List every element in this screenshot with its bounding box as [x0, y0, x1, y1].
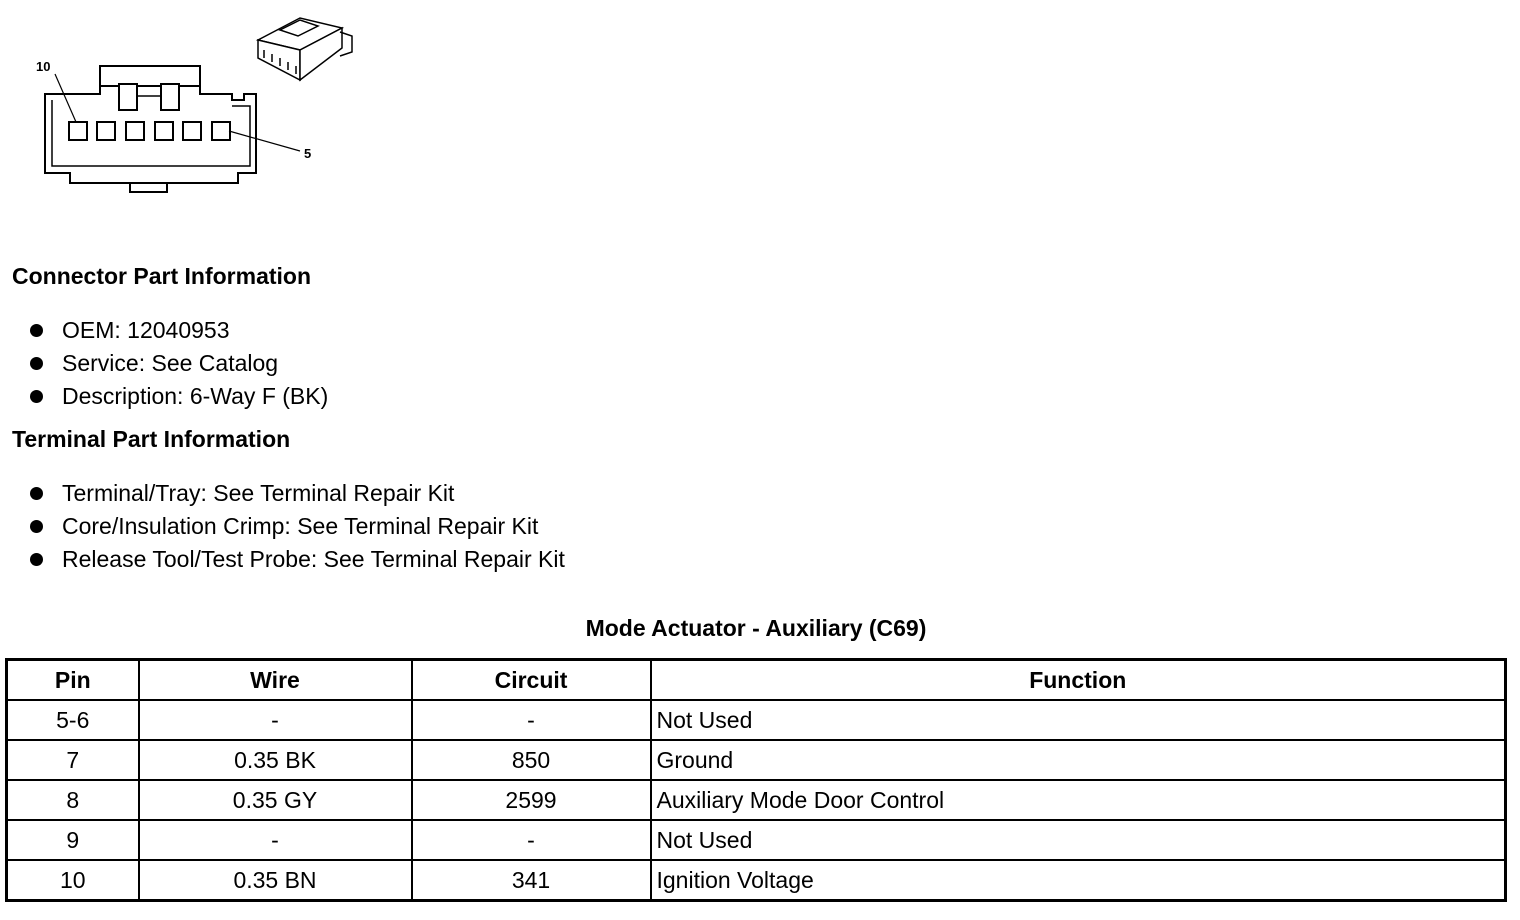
cell-circuit: 850	[412, 740, 651, 780]
table-title: Mode Actuator - Auxiliary (C69)	[585, 615, 927, 641]
cell-circuit: -	[412, 820, 651, 860]
list-item: Release Tool/Test Probe: See Terminal Repair Kit	[28, 544, 565, 577]
cell-function: Not Used	[651, 820, 1506, 860]
column-header-circuit: Circuit	[412, 660, 651, 701]
connector-key	[130, 183, 167, 192]
list-item: OEM: 12040953	[28, 315, 328, 348]
cell-function: Ground	[651, 740, 1506, 780]
cell-pin: 7	[7, 740, 139, 780]
connector-latch	[100, 66, 200, 86]
cell-wire: 0.35 BN	[139, 860, 412, 901]
cell-wire: -	[139, 820, 412, 860]
bullet-icon	[30, 390, 43, 403]
bullet-icon	[30, 357, 43, 370]
table-row	[7, 780, 1506, 820]
list-item: Core/Insulation Crimp: See Terminal Repair Kit	[28, 511, 565, 544]
cavity	[126, 122, 144, 140]
bullet-icon	[30, 324, 43, 337]
table-row	[7, 700, 1506, 740]
list-item: Description: 6-Way F (BK)	[28, 381, 328, 414]
cell-circuit: 341	[412, 860, 651, 901]
cell-pin: 9	[7, 820, 139, 860]
pin-label-right: 5	[304, 146, 312, 161]
cavity	[69, 122, 87, 140]
cell-wire: -	[139, 700, 412, 740]
connector-part-list	[28, 315, 328, 414]
bullet-icon	[30, 520, 43, 533]
connector-part-heading: Connector Part Information	[12, 263, 312, 289]
terminal-cavities	[69, 122, 230, 140]
cavity	[183, 122, 201, 140]
connector-isometric-icon	[258, 18, 352, 80]
bullet-icon	[30, 487, 43, 500]
cell-wire: 0.35 GY	[139, 780, 412, 820]
cavity	[212, 122, 230, 140]
column-header-wire: Wire	[139, 660, 412, 701]
cell-function: Auxiliary Mode Door Control	[651, 780, 1506, 820]
cell-pin: 5-6	[7, 700, 139, 740]
table-row	[7, 860, 1506, 901]
cell-function: Ignition Voltage	[651, 860, 1506, 901]
column-header-function: Function	[651, 660, 1506, 701]
cell-circuit: -	[412, 700, 651, 740]
cell-wire: 0.35 BK	[139, 740, 412, 780]
cell-pin: 8	[7, 780, 139, 820]
pin-label-left: 10	[36, 59, 51, 74]
cavity	[155, 122, 173, 140]
connector-diagram	[0, 0, 380, 210]
cell-pin: 10	[7, 860, 139, 901]
table-row	[7, 740, 1506, 780]
table-header-row	[7, 660, 1506, 701]
table-row	[7, 820, 1506, 860]
list-item: Terminal/Tray: See Terminal Repair Kit	[28, 478, 565, 511]
cavity	[97, 122, 115, 140]
bullet-icon	[30, 553, 43, 566]
terminal-part-heading: Terminal Part Information	[12, 426, 291, 452]
column-header-pin: Pin	[7, 660, 139, 701]
cell-circuit: 2599	[412, 780, 651, 820]
terminal-part-list	[28, 478, 565, 577]
pinout-table	[5, 658, 1507, 902]
list-item: Service: See Catalog	[28, 348, 328, 381]
cell-function: Not Used	[651, 700, 1506, 740]
